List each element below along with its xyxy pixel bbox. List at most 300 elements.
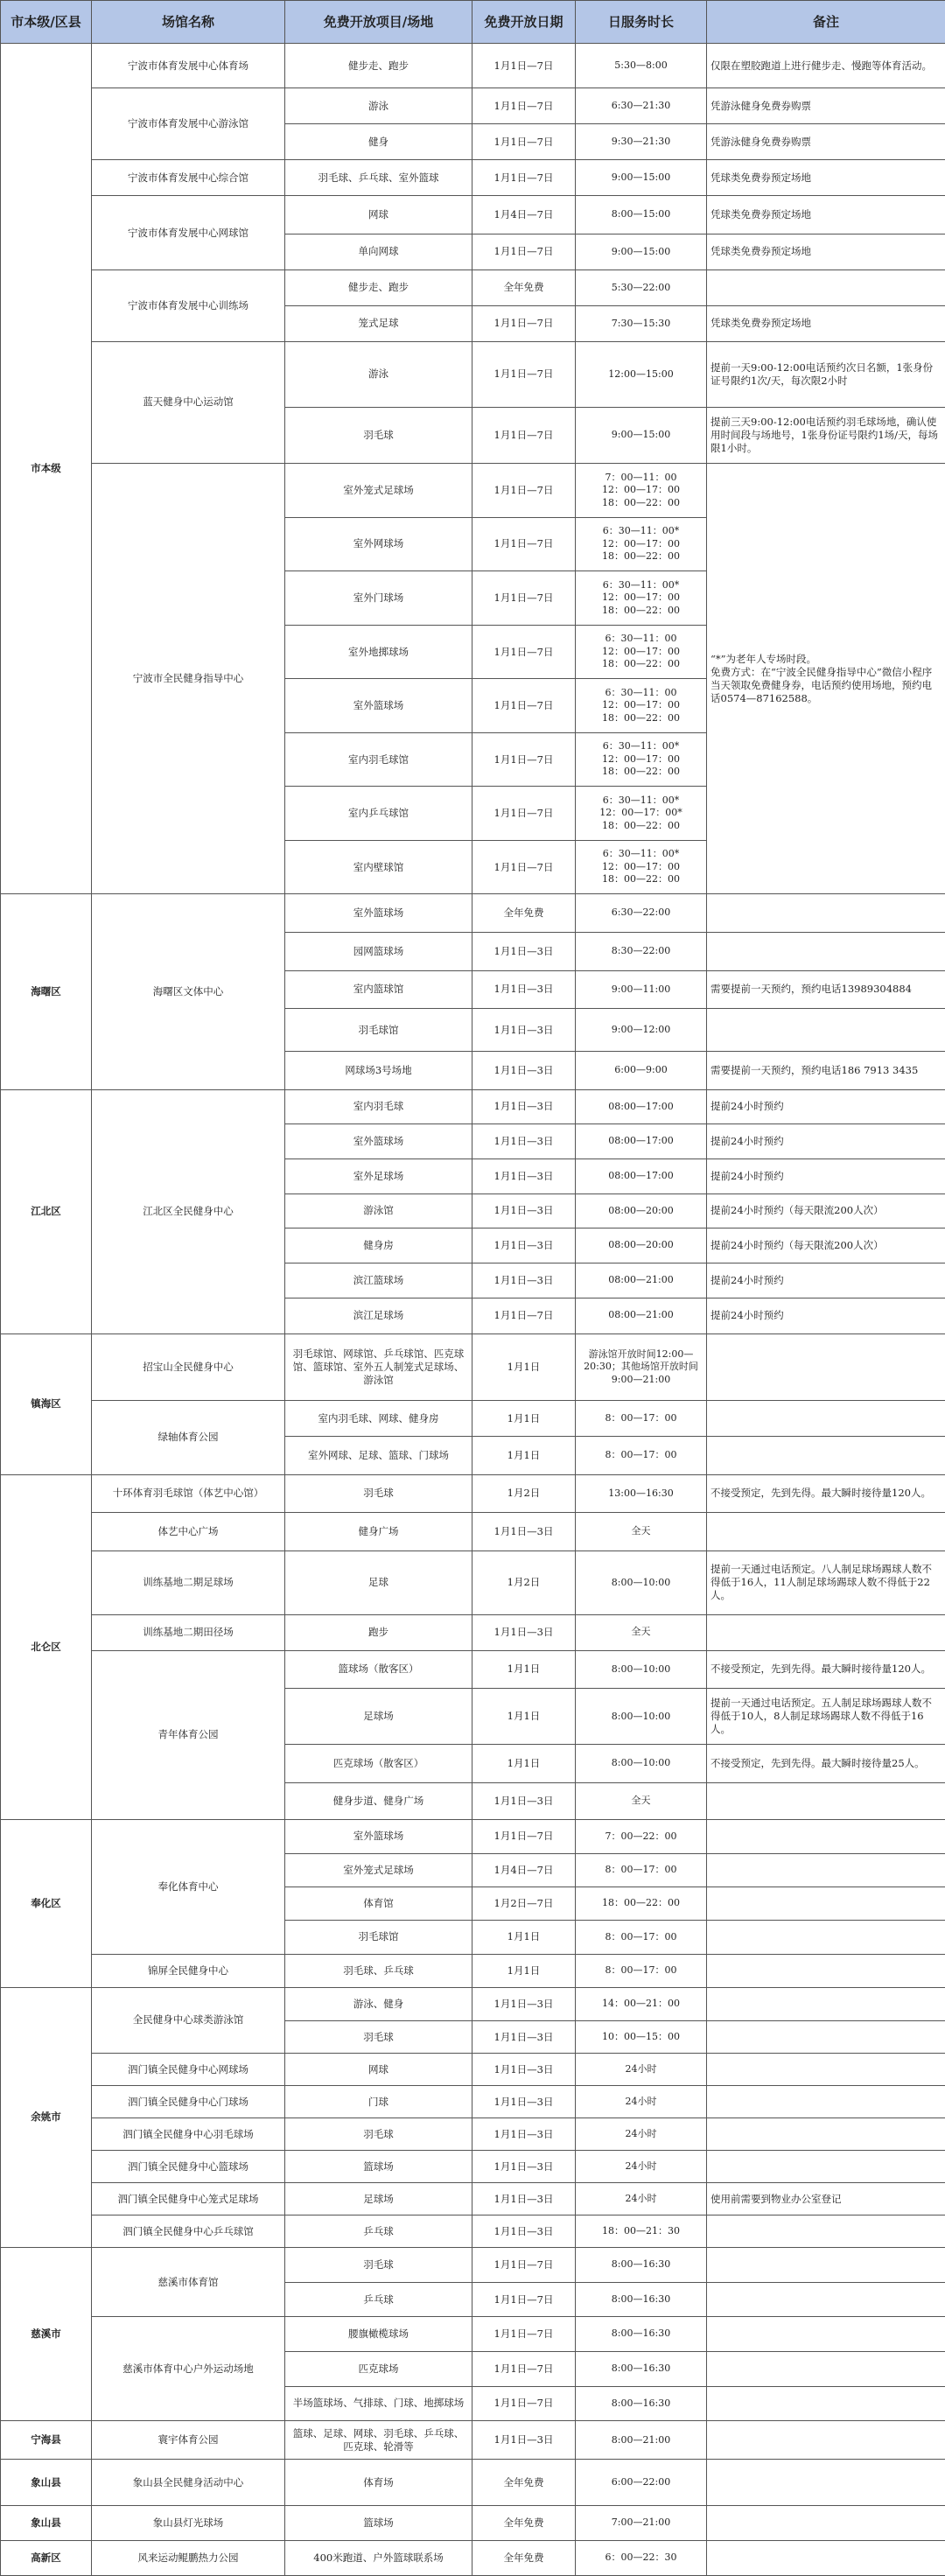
table-row bbox=[1, 270, 945, 305]
table-row bbox=[1, 1401, 945, 1437]
date-cell: 1月1日—7日 bbox=[472, 571, 576, 626]
time-cell: 6:00—9:00 bbox=[576, 1052, 707, 1090]
table-row bbox=[1, 894, 945, 933]
note-cell bbox=[707, 894, 945, 933]
time-cell: 08:00—20:00 bbox=[576, 1228, 707, 1264]
item-cell: 室外地掷球场 bbox=[285, 625, 472, 679]
table-row bbox=[1, 160, 945, 196]
time-cell: 24小时 bbox=[576, 2183, 707, 2216]
item-cell: 室内羽毛球馆 bbox=[285, 732, 472, 787]
venue-cell: 绿轴体育公园 bbox=[92, 1401, 285, 1475]
time-cell: 全天 bbox=[576, 1782, 707, 1819]
venue-cell: 宁波市体育发展中心综合馆 bbox=[92, 160, 285, 196]
table-row bbox=[1, 2317, 945, 2352]
date-cell: 1月1日 bbox=[472, 1745, 576, 1783]
date-cell: 1月1日—7日 bbox=[472, 1298, 576, 1334]
venue-cell: 奉化体育中心 bbox=[92, 1820, 285, 1954]
date-cell: 1月1日—3日 bbox=[472, 2054, 576, 2086]
item-cell: 羽毛球、乒乓球 bbox=[285, 1954, 472, 1987]
note-cell bbox=[707, 1334, 945, 1401]
date-cell: 1月1日—3日 bbox=[472, 1052, 576, 1090]
table-row bbox=[1, 1513, 945, 1551]
note-cell bbox=[707, 2386, 945, 2421]
time-cell: 6:00—22:00 bbox=[576, 2460, 707, 2506]
date-cell: 1月1日 bbox=[472, 1689, 576, 1745]
column-header: 免费开放日期 bbox=[472, 1, 576, 44]
note-cell bbox=[707, 1437, 945, 1475]
item-cell: 门球 bbox=[285, 2086, 472, 2118]
date-cell: 1月1日—3日 bbox=[472, 1089, 576, 1124]
area-cell: 余姚市 bbox=[1, 1987, 92, 2247]
note-cell bbox=[707, 2282, 945, 2317]
item-cell: 足球场 bbox=[285, 2183, 472, 2216]
time-cell: 9:00—11:00 bbox=[576, 970, 707, 1009]
venue-cell: 风来运动鲲鹏热力公园 bbox=[92, 2540, 285, 2575]
time-cell: 全天 bbox=[576, 1614, 707, 1650]
item-cell: 网球 bbox=[285, 2054, 472, 2086]
time-cell: 08:00—21:00 bbox=[576, 1263, 707, 1298]
note-cell bbox=[707, 933, 945, 971]
venue-cell: 泗门镇全民健身中心门球场 bbox=[92, 2086, 285, 2118]
date-cell: 1月1日—3日 bbox=[472, 1228, 576, 1264]
item-cell: 室内乒乓球馆 bbox=[285, 787, 472, 841]
time-cell: 7:30—15:30 bbox=[576, 305, 707, 341]
area-cell: 奉化区 bbox=[1, 1820, 92, 1988]
item-cell: 羽毛球馆 bbox=[285, 1009, 472, 1052]
note-cell: 需要提前一天预约，预约电话13989304884 bbox=[707, 970, 945, 1009]
note-cell: 凭球类免费券预定场地 bbox=[707, 196, 945, 234]
table-row bbox=[1, 1987, 945, 2020]
time-cell: 12:00—15:00 bbox=[576, 341, 707, 407]
item-cell: 篮球场 bbox=[285, 2506, 472, 2541]
table-row bbox=[1, 43, 945, 88]
venue-cell: 蓝天健身中心运动馆 bbox=[92, 341, 285, 463]
time-cell: 8:00—10:00 bbox=[576, 1650, 707, 1689]
time-cell: 6：30—11：00* 12：00—17：00 18：00—22：00 bbox=[576, 517, 707, 571]
venue-cell: 寰宇体育公园 bbox=[92, 2421, 285, 2460]
note-cell bbox=[707, 1009, 945, 1052]
note-cell bbox=[707, 1987, 945, 2020]
date-cell: 1月1日—7日 bbox=[472, 43, 576, 88]
item-cell: 室外笼式足球场 bbox=[285, 464, 472, 518]
item-cell: 园网篮球场 bbox=[285, 933, 472, 971]
venue-cell: 训练基地二期足球场 bbox=[92, 1550, 285, 1614]
date-cell: 1月1日 bbox=[472, 1954, 576, 1987]
time-cell: 18：00—21：30 bbox=[576, 2216, 707, 2248]
item-cell: 室外足球场 bbox=[285, 1159, 472, 1194]
area-cell: 高新区 bbox=[1, 2540, 92, 2575]
venue-cell: 宁波市体育发展中心体育场 bbox=[92, 43, 285, 88]
table-row bbox=[1, 2506, 945, 2541]
date-cell: 全年免费 bbox=[472, 270, 576, 305]
time-cell: 游泳馆开放时间12:00—20:30；其他场馆开放时间9:00—21:00 bbox=[576, 1334, 707, 1401]
note-cell bbox=[707, 2216, 945, 2248]
item-cell: 室外网球、足球、篮球、门球场 bbox=[285, 1437, 472, 1475]
venue-cell: 宁波市体育发展中心训练场 bbox=[92, 270, 285, 341]
date-cell: 1月1日—7日 bbox=[472, 234, 576, 270]
table-row bbox=[1, 88, 945, 124]
note-cell: 提前24小时预约 bbox=[707, 1159, 945, 1194]
date-cell: 全年免费 bbox=[472, 2506, 576, 2541]
time-cell: 6：30—11：00* 12：00—17：00 18：00—22：00 bbox=[576, 571, 707, 626]
item-cell: 跑步 bbox=[285, 1614, 472, 1650]
time-cell: 7:00—21:00 bbox=[576, 2506, 707, 2541]
item-cell: 健身广场 bbox=[285, 1513, 472, 1551]
area-cell: 北仑区 bbox=[1, 1474, 92, 1819]
date-cell: 1月1日—7日 bbox=[472, 787, 576, 841]
date-cell: 1月4日—7日 bbox=[472, 196, 576, 234]
venue-cell: 训练基地二期田径场 bbox=[92, 1614, 285, 1650]
item-cell: 室外笼式足球场 bbox=[285, 1853, 472, 1886]
time-cell: 08:00—20:00 bbox=[576, 1194, 707, 1228]
note-cell: 不接受预定，先到先得。最大瞬时接待量25人。 bbox=[707, 1745, 945, 1783]
area-cell: 镇海区 bbox=[1, 1334, 92, 1474]
date-cell: 1月2日—7日 bbox=[472, 1886, 576, 1920]
date-cell: 1月1日—7日 bbox=[472, 2386, 576, 2421]
table-row bbox=[1, 341, 945, 407]
venue-cell: 慈溪市体育中心户外运动场地 bbox=[92, 2317, 285, 2421]
item-cell: 健步走、跑步 bbox=[285, 43, 472, 88]
date-cell: 1月1日—3日 bbox=[472, 1987, 576, 2020]
date-cell: 1月1日—3日 bbox=[472, 970, 576, 1009]
note-cell bbox=[707, 2054, 945, 2086]
table-row bbox=[1, 2216, 945, 2248]
date-cell: 全年免费 bbox=[472, 894, 576, 933]
date-cell: 1月1日 bbox=[472, 1401, 576, 1437]
date-cell: 1月1日—7日 bbox=[472, 2317, 576, 2352]
date-cell: 1月1日—7日 bbox=[472, 2248, 576, 2283]
venue-cell: 象山县全民健身活动中心 bbox=[92, 2460, 285, 2506]
venue-cell: 泗门镇全民健身中心篮球场 bbox=[92, 2151, 285, 2183]
venue-cell: 招宝山全民健身中心 bbox=[92, 1334, 285, 1401]
venue-cell: 宁波市体育发展中心网球馆 bbox=[92, 196, 285, 270]
date-cell: 全年免费 bbox=[472, 2540, 576, 2575]
item-cell: 篮球场（散客区） bbox=[285, 1650, 472, 1689]
note-cell: 凭球类免费券预定场地 bbox=[707, 234, 945, 270]
item-cell: 游泳 bbox=[285, 88, 472, 124]
note-cell bbox=[707, 2248, 945, 2283]
date-cell: 1月1日—7日 bbox=[472, 2352, 576, 2387]
item-cell: 健身步道、健身广场 bbox=[285, 1782, 472, 1819]
time-cell: 9:00—15:00 bbox=[576, 160, 707, 196]
date-cell: 全年免费 bbox=[472, 2460, 576, 2506]
item-cell: 室外篮球场 bbox=[285, 894, 472, 933]
table-row bbox=[1, 1820, 945, 1853]
note-cell bbox=[707, 2151, 945, 2183]
date-cell: 1月1日—7日 bbox=[472, 2282, 576, 2317]
date-cell: 1月1日—7日 bbox=[472, 732, 576, 787]
time-cell: 8:00—16:30 bbox=[576, 2248, 707, 2283]
date-cell: 1月1日—3日 bbox=[472, 2118, 576, 2151]
time-cell: 6:30—21:30 bbox=[576, 88, 707, 124]
time-cell: 6：30—11：00* 12：00—17：00 18：00—22：00 bbox=[576, 840, 707, 894]
note-cell bbox=[707, 1782, 945, 1819]
note-cell bbox=[707, 1954, 945, 1987]
venue-cell: 泗门镇全民健身中心网球场 bbox=[92, 2054, 285, 2086]
date-cell: 1月1日—3日 bbox=[472, 2086, 576, 2118]
item-cell: 健身房 bbox=[285, 1228, 472, 1264]
item-cell: 羽毛球 bbox=[285, 1474, 472, 1513]
note-cell bbox=[707, 2540, 945, 2575]
note-cell: 提前一天通过电话预定。五人制足球场踢球人数不得低于10人，8人制足球场踢球人数不得低于16人。 bbox=[707, 1689, 945, 1745]
table-row bbox=[1, 2460, 945, 2506]
time-cell: 10：00—15：00 bbox=[576, 2021, 707, 2054]
item-cell: 篮球、足球、网球、羽毛球、乒乓球、匹克球、轮滑等 bbox=[285, 2421, 472, 2460]
time-cell: 24小时 bbox=[576, 2054, 707, 2086]
date-cell: 1月1日—7日 bbox=[472, 341, 576, 407]
note-cell bbox=[707, 2021, 945, 2054]
date-cell: 1月1日—7日 bbox=[472, 464, 576, 518]
note-cell bbox=[707, 2421, 945, 2460]
table-row bbox=[1, 1550, 945, 1614]
note-cell bbox=[707, 1853, 945, 1886]
date-cell: 1月1日—3日 bbox=[472, 1614, 576, 1650]
item-cell: 室外门球场 bbox=[285, 571, 472, 626]
note-cell: 仅限在塑胶跑道上进行健步走、慢跑等体育活动。 bbox=[707, 43, 945, 88]
item-cell: 羽毛球、乒乓球、室外篮球 bbox=[285, 160, 472, 196]
time-cell: 7：00—22：00 bbox=[576, 1820, 707, 1853]
note-cell: 提前24小时预约 bbox=[707, 1298, 945, 1334]
area-cell: 市本级 bbox=[1, 43, 92, 894]
date-cell: 1月1日—7日 bbox=[472, 124, 576, 160]
time-cell: 24小时 bbox=[576, 2118, 707, 2151]
item-cell: 匹克球场（散客区） bbox=[285, 1745, 472, 1783]
venue-cell: 十环体育羽毛球馆（体艺中心馆） bbox=[92, 1474, 285, 1513]
date-cell: 1月1日—7日 bbox=[472, 679, 576, 733]
note-cell bbox=[707, 2352, 945, 2387]
note-cell: 提前24小时预约 bbox=[707, 1263, 945, 1298]
time-cell: 14：00—21：00 bbox=[576, 1987, 707, 2020]
item-cell: 腰旗橄榄球场 bbox=[285, 2317, 472, 2352]
item-cell: 羽毛球 bbox=[285, 2118, 472, 2151]
table-row bbox=[1, 2183, 945, 2216]
date-cell: 1月1日—3日 bbox=[472, 1263, 576, 1298]
item-cell: 室内羽毛球、网球、健身房 bbox=[285, 1401, 472, 1437]
table-row bbox=[1, 1954, 945, 1987]
time-cell: 08:00—17:00 bbox=[576, 1124, 707, 1159]
note-cell: 凭球类免费券预定场地 bbox=[707, 160, 945, 196]
time-cell: 8:00—10:00 bbox=[576, 1745, 707, 1783]
item-cell: 游泳、健身 bbox=[285, 1987, 472, 2020]
table-row bbox=[1, 2540, 945, 2575]
venue-cell: 锦屏全民健身中心 bbox=[92, 1954, 285, 1987]
note-cell: 凭游泳健身免费券购票 bbox=[707, 88, 945, 124]
time-cell: 9:00—12:00 bbox=[576, 1009, 707, 1052]
note-cell: 需要提前一天预约，预约电话186 7913 3435 bbox=[707, 1052, 945, 1090]
item-cell: 室内羽毛球 bbox=[285, 1089, 472, 1124]
column-header: 场馆名称 bbox=[92, 1, 285, 44]
table-row bbox=[1, 2086, 945, 2118]
item-cell: 乒乓球 bbox=[285, 2282, 472, 2317]
time-cell: 8：00—17：00 bbox=[576, 1853, 707, 1886]
time-cell: 6：30—11：00 12：00—17：00 18：00—22：00 bbox=[576, 679, 707, 733]
item-cell: 匹克球场 bbox=[285, 2352, 472, 2387]
note-cell bbox=[707, 2118, 945, 2151]
date-cell: 1月1日—7日 bbox=[472, 408, 576, 464]
note-cell bbox=[707, 1401, 945, 1437]
date-cell: 1月1日 bbox=[472, 1334, 576, 1401]
note-cell bbox=[707, 2086, 945, 2118]
time-cell: 6：00—22：30 bbox=[576, 2540, 707, 2575]
time-cell: 8：00—17：00 bbox=[576, 1954, 707, 1987]
venue-cell: 宁波市体育发展中心游泳馆 bbox=[92, 88, 285, 160]
item-cell: 足球 bbox=[285, 1550, 472, 1614]
time-cell: 8:30—22:00 bbox=[576, 933, 707, 971]
note-cell: 提前24小时预约 bbox=[707, 1124, 945, 1159]
time-cell: 6：30—11：00 12：00—17：00 18：00—22：00 bbox=[576, 625, 707, 679]
area-cell: 海曙区 bbox=[1, 894, 92, 1089]
note-cell bbox=[707, 1886, 945, 1920]
date-cell: 1月1日—7日 bbox=[472, 88, 576, 124]
time-cell: 8:00—16:30 bbox=[576, 2352, 707, 2387]
date-cell: 1月1日—3日 bbox=[472, 1513, 576, 1551]
note-cell bbox=[707, 2317, 945, 2352]
date-cell: 1月4日—7日 bbox=[472, 1853, 576, 1886]
item-cell: 半场篮球场、气排球、门球、地掷球场 bbox=[285, 2386, 472, 2421]
note-cell: 提前24小时预约（每天限流200人次） bbox=[707, 1228, 945, 1264]
item-cell: 篮球场 bbox=[285, 2151, 472, 2183]
venue-cell: 宁波市全民健身指导中心 bbox=[92, 464, 285, 894]
time-cell: 8:00—21:00 bbox=[576, 2421, 707, 2460]
time-cell: 24小时 bbox=[576, 2151, 707, 2183]
note-cell: 提前一天9:00-12:00电话预约次日名额，1张身份证号限约1次/天，每次限2小时 bbox=[707, 341, 945, 407]
date-cell: 1月1日—3日 bbox=[472, 1124, 576, 1159]
item-cell: 滨江足球场 bbox=[285, 1298, 472, 1334]
time-cell: 8：00—17：00 bbox=[576, 1401, 707, 1437]
item-cell: 羽毛球 bbox=[285, 2021, 472, 2054]
time-cell: 9:30—21:30 bbox=[576, 124, 707, 160]
date-cell: 1月1日—3日 bbox=[472, 1194, 576, 1228]
time-cell: 8:00—16:30 bbox=[576, 2282, 707, 2317]
item-cell: 室外篮球场 bbox=[285, 1124, 472, 1159]
time-cell: 6：30—11：00* 12：00—17：00* 18：00—22：00 bbox=[576, 787, 707, 841]
table-row bbox=[1, 2151, 945, 2183]
date-cell: 1月1日—7日 bbox=[472, 625, 576, 679]
date-cell: 1月1日—3日 bbox=[472, 2021, 576, 2054]
table-row bbox=[1, 2421, 945, 2460]
table-row bbox=[1, 1614, 945, 1650]
note-cell bbox=[707, 2506, 945, 2541]
item-cell: 室外篮球场 bbox=[285, 1820, 472, 1853]
item-cell: 羽毛球馆、网球馆、乒乓球馆、匹克球馆、篮球馆、室外五人制笼式足球场、游泳馆 bbox=[285, 1334, 472, 1401]
venue-cell: 泗门镇全民健身中心笼式足球场 bbox=[92, 2183, 285, 2216]
venue-cell: 海曙区文体中心 bbox=[92, 894, 285, 1089]
item-cell: 室外篮球场 bbox=[285, 679, 472, 733]
item-cell: 羽毛球馆 bbox=[285, 1921, 472, 1954]
time-cell: 5:30—8:00 bbox=[576, 43, 707, 88]
time-cell: 9:00—15:00 bbox=[576, 408, 707, 464]
date-cell: 1月1日 bbox=[472, 1650, 576, 1689]
venue-cell: 青年体育公园 bbox=[92, 1650, 285, 1820]
item-cell: 笼式足球 bbox=[285, 305, 472, 341]
table-row bbox=[1, 1650, 945, 1689]
time-cell: 8:00—16:30 bbox=[576, 2386, 707, 2421]
time-cell: 18：00—22：00 bbox=[576, 1886, 707, 1920]
table-row bbox=[1, 2248, 945, 2283]
time-cell: 5:30—22:00 bbox=[576, 270, 707, 305]
item-cell: 室内篮球馆 bbox=[285, 970, 472, 1009]
table-row bbox=[1, 1474, 945, 1513]
item-cell: 网球 bbox=[285, 196, 472, 234]
time-cell: 6：30—11：00* 12：00—17：00 18：00—22：00 bbox=[576, 732, 707, 787]
venue-cell: 江北区全民健身中心 bbox=[92, 1089, 285, 1334]
note-cell: 凭球类免费券预定场地 bbox=[707, 305, 945, 341]
item-cell: 羽毛球 bbox=[285, 408, 472, 464]
item-cell: 乒乓球 bbox=[285, 2216, 472, 2248]
column-header: 日服务时长 bbox=[576, 1, 707, 44]
time-cell: 8：00—17：00 bbox=[576, 1921, 707, 1954]
date-cell: 1月1日—3日 bbox=[472, 933, 576, 971]
note-cell bbox=[707, 1614, 945, 1650]
time-cell: 08:00—17:00 bbox=[576, 1159, 707, 1194]
date-cell: 1月1日—3日 bbox=[472, 2216, 576, 2248]
area-cell: 宁海县 bbox=[1, 2421, 92, 2460]
area-cell: 江北区 bbox=[1, 1089, 92, 1334]
date-cell: 1月1日 bbox=[472, 1921, 576, 1954]
time-cell: 6:30—22:00 bbox=[576, 894, 707, 933]
note-cell: 不接受预定，先到先得。最大瞬时接待量120人。 bbox=[707, 1650, 945, 1689]
time-cell: 13:00—16:30 bbox=[576, 1474, 707, 1513]
venue-cell: 慈溪市体育馆 bbox=[92, 2248, 285, 2317]
venue-cell: 体艺中心广场 bbox=[92, 1513, 285, 1551]
item-cell: 单向网球 bbox=[285, 234, 472, 270]
note-cell: 提前24小时预约 bbox=[707, 1089, 945, 1124]
table-row bbox=[1, 196, 945, 234]
table-row bbox=[1, 2118, 945, 2151]
area-cell: 象山县 bbox=[1, 2460, 92, 2506]
note-cell: 提前一天通过电话预定。八人制足球场踢球人数不得低于16人，11人制足球场踢球人数不得低于22人。 bbox=[707, 1550, 945, 1614]
date-cell: 1月1日—3日 bbox=[472, 1159, 576, 1194]
table-row bbox=[1, 1334, 945, 1401]
note-cell bbox=[707, 1921, 945, 1954]
time-cell: 8:00—16:30 bbox=[576, 2317, 707, 2352]
date-cell: 1月1日 bbox=[472, 1437, 576, 1475]
note-cell: 使用前需要到物业办公室登记 bbox=[707, 2183, 945, 2216]
venue-table-body bbox=[1, 1, 945, 2576]
date-cell: 1月1日—7日 bbox=[472, 840, 576, 894]
table-row bbox=[1, 1089, 945, 1124]
column-header: 免费开放项目/场地 bbox=[285, 1, 472, 44]
venue-cell: 象山县灯光球场 bbox=[92, 2506, 285, 2541]
note-cell: 不接受预定，先到先得。最大瞬时接待量120人。 bbox=[707, 1474, 945, 1513]
date-cell: 1月1日—7日 bbox=[472, 160, 576, 196]
item-cell: 游泳馆 bbox=[285, 1194, 472, 1228]
time-cell: 9:00—15:00 bbox=[576, 234, 707, 270]
date-cell: 1月2日 bbox=[472, 1474, 576, 1513]
item-cell: 体育场 bbox=[285, 2460, 472, 2506]
time-cell: 8：00—17：00 bbox=[576, 1437, 707, 1475]
column-header: 市本级/区县 bbox=[1, 1, 92, 44]
time-cell: 7：00—11：00 12：00—17：00 18：00—22：00 bbox=[576, 464, 707, 518]
item-cell: 室外网球场 bbox=[285, 517, 472, 571]
time-cell: 24小时 bbox=[576, 2086, 707, 2118]
time-cell: 全天 bbox=[576, 1513, 707, 1551]
item-cell: 足球场 bbox=[285, 1689, 472, 1745]
time-cell: 8:00—10:00 bbox=[576, 1689, 707, 1745]
item-cell: 游泳 bbox=[285, 341, 472, 407]
header-row bbox=[1, 1, 945, 44]
note-cell bbox=[707, 1513, 945, 1551]
time-cell: 08:00—17:00 bbox=[576, 1089, 707, 1124]
date-cell: 1月1日—7日 bbox=[472, 517, 576, 571]
table-row bbox=[1, 2054, 945, 2086]
note-cell bbox=[707, 2460, 945, 2506]
area-cell: 象山县 bbox=[1, 2506, 92, 2541]
date-cell: 1月1日—3日 bbox=[472, 2151, 576, 2183]
item-cell: 网球场3号场地 bbox=[285, 1052, 472, 1090]
time-cell: 8:00—10:00 bbox=[576, 1550, 707, 1614]
note-cell: “*”为老年人专场时段。 免费方式：在“宁波全民健身指导中心”微信小程序当天领取免费健身券，电话预约使用场地，预约电话0574—87162588。 bbox=[707, 464, 945, 894]
